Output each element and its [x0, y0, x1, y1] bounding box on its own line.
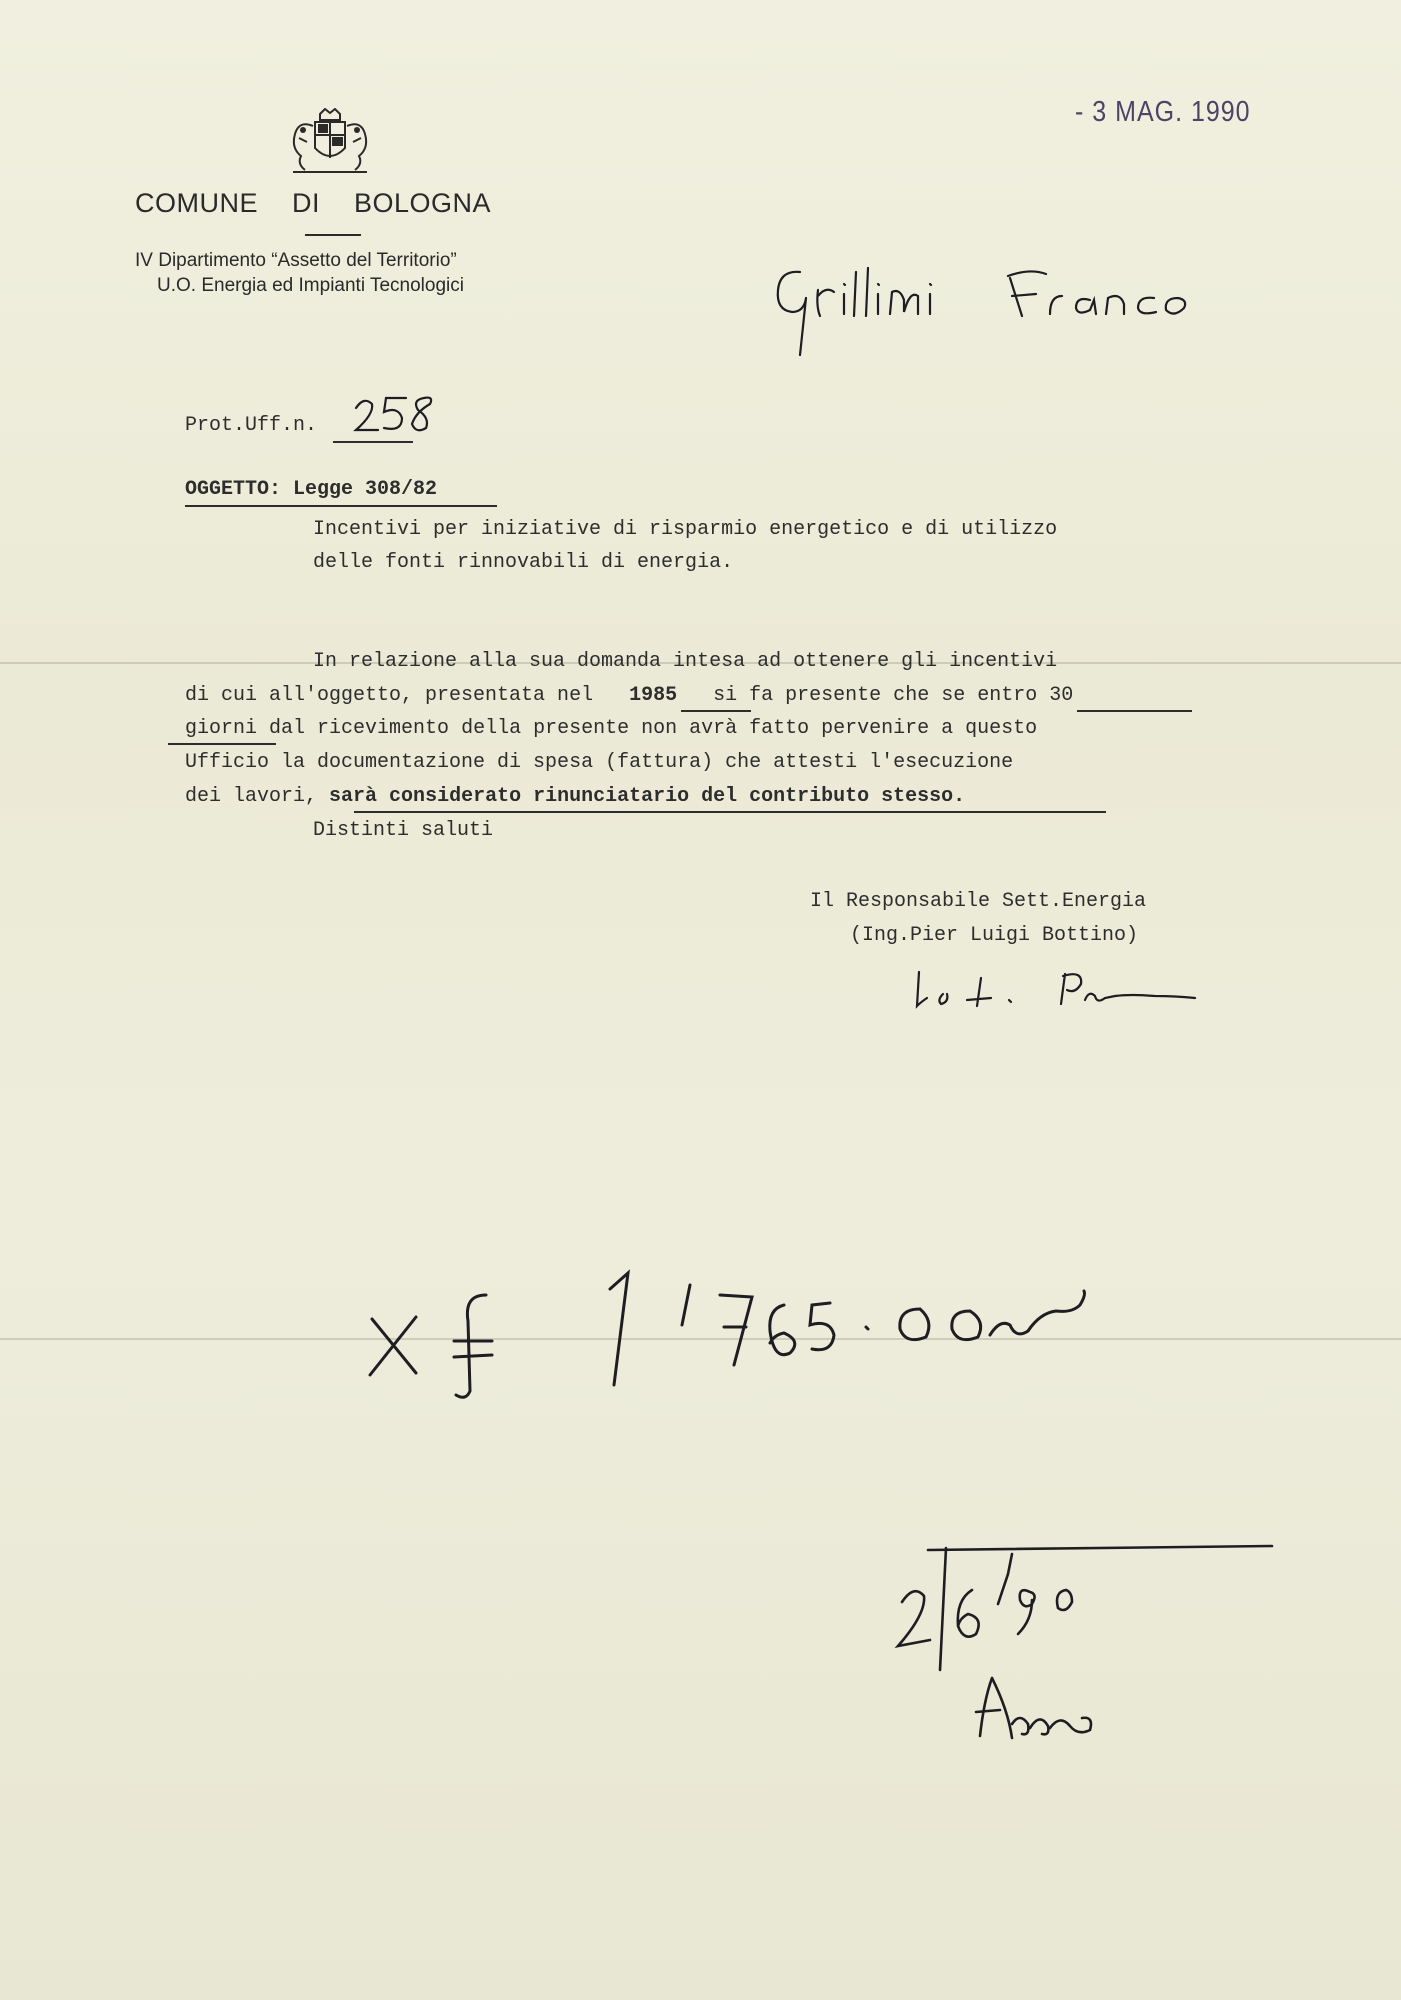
- deadline-underline-2: [168, 743, 276, 745]
- heading-rule: [305, 234, 361, 236]
- date-stamp: - 3 MAG. 1990: [1075, 95, 1251, 129]
- body-line-5-start: dei lavori,: [185, 785, 318, 808]
- unit-line: U.O. Energia ed Impianti Tecnologici: [157, 275, 464, 296]
- body-line-4: Ufficio la documentazione di spesa (fattura) che attesti l'esecuzione: [185, 751, 1014, 774]
- body-line-2-middle: si fa presente che se: [713, 684, 966, 707]
- body-line-2-start: di cui all'oggetto, presentata nel: [185, 684, 594, 707]
- handwritten-protocol-number: [350, 390, 440, 440]
- body-year: 1985: [629, 684, 678, 707]
- body-line-3-text: dal ricevimento della presente non avrà fatto pervenire a questo: [269, 717, 1038, 740]
- consequence-underline: [354, 811, 1106, 813]
- handwritten-signatory-signature: [905, 960, 1205, 1020]
- body-line-3: [185, 717, 1037, 740]
- protocol-underline: [333, 441, 413, 443]
- subject-label: OGGETTO: Legge 308/82: [185, 478, 438, 501]
- protocol-label: Prot.Uff.n.: [185, 414, 318, 437]
- comune-di-bologna-crest-icon: [285, 108, 375, 178]
- handwritten-amount: [360, 1255, 1160, 1405]
- deadline-underline-1: [1077, 710, 1192, 712]
- comune-heading: COMUNE DI BOLOGNA: [135, 188, 492, 218]
- handwritten-recipient-name: [760, 250, 1210, 360]
- body-deadline-2: giorni: [185, 717, 258, 740]
- department-line: IV Dipartimento “Assetto del Territorio”: [135, 250, 457, 271]
- subject-underline: [185, 505, 497, 507]
- body-line-1: In relazione alla sua domanda intesa ad ottenere gli incentivi: [313, 650, 1058, 673]
- subject-line-2: delle fonti rinnovabili di energia.: [313, 551, 734, 574]
- signatory-name: (Ing.Pier Luigi Bottino): [850, 924, 1139, 947]
- body-line-2: [185, 684, 1073, 707]
- subject-line-1: Incentivi per iniziative di risparmio energetico e di utilizzo: [313, 518, 1058, 541]
- body-consequence: sarà considerato rinunciatario del contributo stesso.: [329, 785, 966, 808]
- body-line-5: [185, 785, 965, 808]
- body-deadline-1: entro 30: [977, 684, 1074, 707]
- closing: Distinti saluti: [313, 819, 494, 842]
- year-underline: [681, 710, 751, 712]
- handwritten-date-note: [880, 1530, 1280, 1770]
- signatory-title: Il Responsabile Sett.Energia: [810, 890, 1147, 913]
